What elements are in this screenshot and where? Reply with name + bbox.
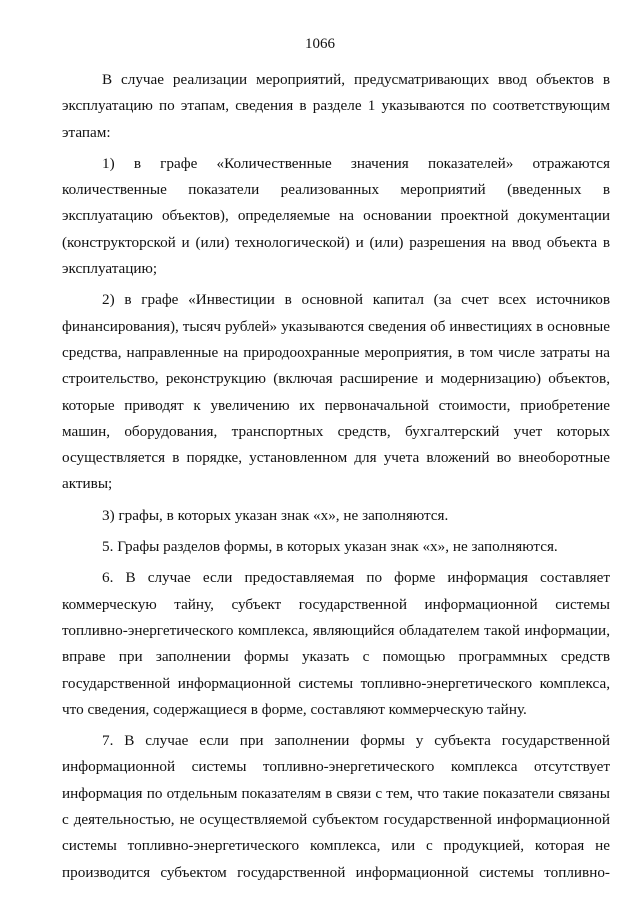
paragraph-item-3: 3) графы, в которых указан знак «х», не заполняются. (102, 506, 449, 524)
paragraph-section-5: 5. Графы разделов формы, в которых указан знак «х», не заполняются. (102, 538, 558, 556)
paragraph-item-2: 2) в графе «Инвестиции в основной капитал (за счет всех источников финансирования), тысяч рублей» указываются сведения об инвестициях в основные средства, направленные на природоохранные мероприятия, в том числе затраты на строительство, реконструкцию (включая расширение и модернизацию) объектов, которые приводят к увеличению их первоначальной стоимости, приобретение машин, оборудования, транспортных средств, бухгалтерский учет которых осуществляется в порядке, установленном для учета вложений во внеоборотные активы; (62, 291, 610, 493)
paragraph-section-7: 7. В случае если при заполнении формы у субъекта государственной информационной системы топливно-энергетического комплекса отсутствует информация по отдельным показателям в связи с тем, что такие показатели связаны с деятельностью, не осуществляемой субъектом государственной информационной системы топливно-энергетического комплекса, или с продукцией, которая не производится субъектом государственной информационной системы топливно- (62, 732, 610, 881)
paragraph-section-6: 6. В случае если предоставляемая по форме информация составляет коммерческую тайну, субъект государственной информационной системы топливно-энергетического комплекса, являющийся обладателем такой информации, вправе при заполнении формы указать с помощью программных средств государственной информационной системы топливно-энергетического комплекса, что сведения, содержащиеся в форме, составляют коммерческую тайну. (62, 569, 610, 718)
document-body (62, 67, 610, 891)
paragraph-item-1: 1) в графе «Количественные значения показателей» отражаются количественные показатели реализованных мероприятий (введенных в эксплуатацию объектов), определяемые на основании проектной документации (конструкторской и (или) технологической) и (или) разрешения на ввод объекта в эксплуатацию; (62, 154, 610, 278)
page-number: 1066 (305, 36, 335, 52)
paragraph-stage-intro: В случае реализации мероприятий, предусматривающих ввод объектов в эксплуатацию по этапам, сведения в разделе 1 указываются по соответствующим этапам: (62, 71, 610, 141)
